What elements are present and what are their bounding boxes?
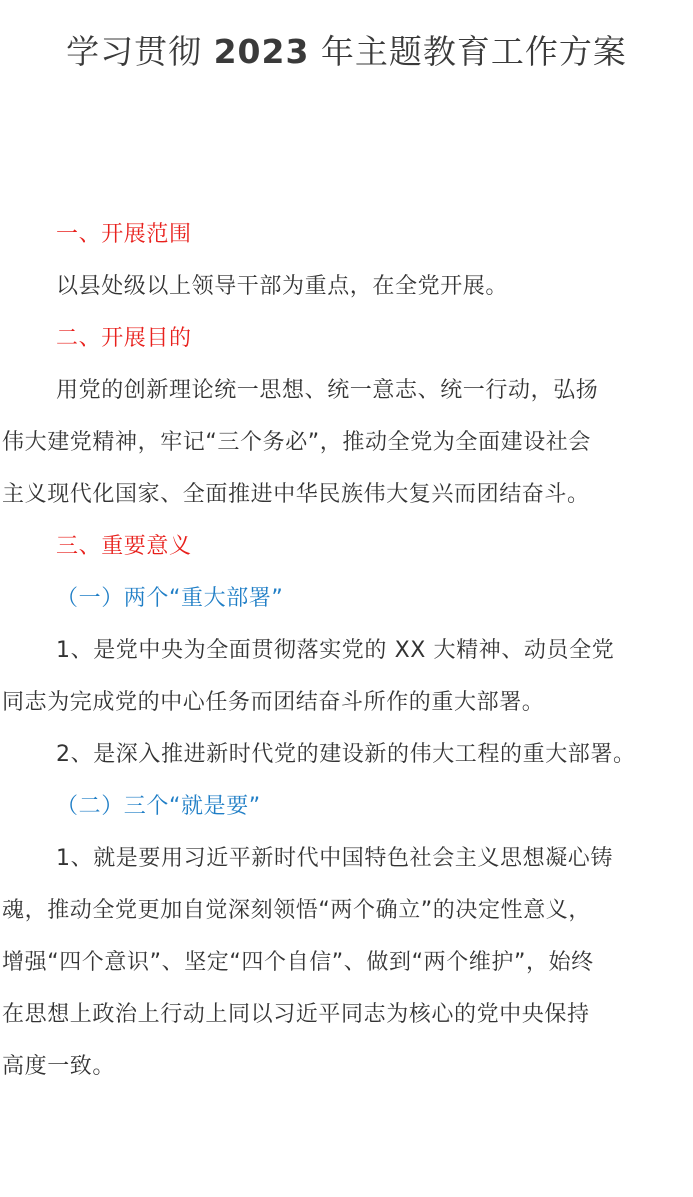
section-2-heading-text: 二、开展目的 [56, 326, 192, 351]
document-title [0, 28, 693, 76]
sub1-item1-text-2: 同志为完成党的中心任务而团结奋斗所作的重大部署。 [2, 690, 545, 715]
sub2-item1-text-4: 在思想上政治上行动上同以习近平同志为核心的党中央保持 [2, 1002, 590, 1027]
title-year: 2023 [213, 32, 310, 71]
sub1-item2-text-1: 2、是深入推进新时代党的建设新的伟大工程的重大部署。 [56, 742, 636, 767]
section-1-body-text: 以县处级以上领导干部为重点，在全党开展。 [56, 274, 509, 299]
section-3-sub2-item1-line5 [2, 937, 693, 1197]
sub2-item1-text-5: 高度一致。 [2, 1054, 116, 1079]
sub2-item1-text-2: 魂，推动全党更加自觉深刻领悟“两个确立”的决定性意义， [2, 898, 591, 923]
section-3-subheading-2-text: （二）三个“就是要” [56, 794, 261, 819]
title-suffix: 年主题教育工作方案 [309, 32, 627, 71]
section-3-heading-text: 三、重要意义 [56, 534, 192, 559]
section-2-body-text-2: 伟大建党精神，牢记“三个务必”，推动全党为全面建设社会 [2, 430, 591, 455]
section-3-subheading-1-text: （一）两个“重大部署” [56, 586, 284, 611]
section-2-body-text-3: 主义现代化国家、全面推进中华民族伟大复兴而团结奋斗。 [2, 482, 590, 507]
title-prefix: 学习贯彻 [66, 32, 214, 71]
sub1-item1-text-1: 1、是党中央为全面贯彻落实党的 XX 大精神、动员全党 [56, 638, 615, 663]
sub2-item1-text-3: 增强“四个意识”、坚定“四个自信”、做到“两个维护”，始终 [2, 950, 594, 975]
section-1-heading-text: 一、开展范围 [56, 222, 192, 247]
section-2-body-text-1: 用党的创新理论统一思想、统一意志、统一行动，弘扬 [56, 378, 599, 403]
sub2-item1-text-1: 1、就是要用习近平新时代中国特色社会主义思想凝心铸 [56, 846, 613, 871]
